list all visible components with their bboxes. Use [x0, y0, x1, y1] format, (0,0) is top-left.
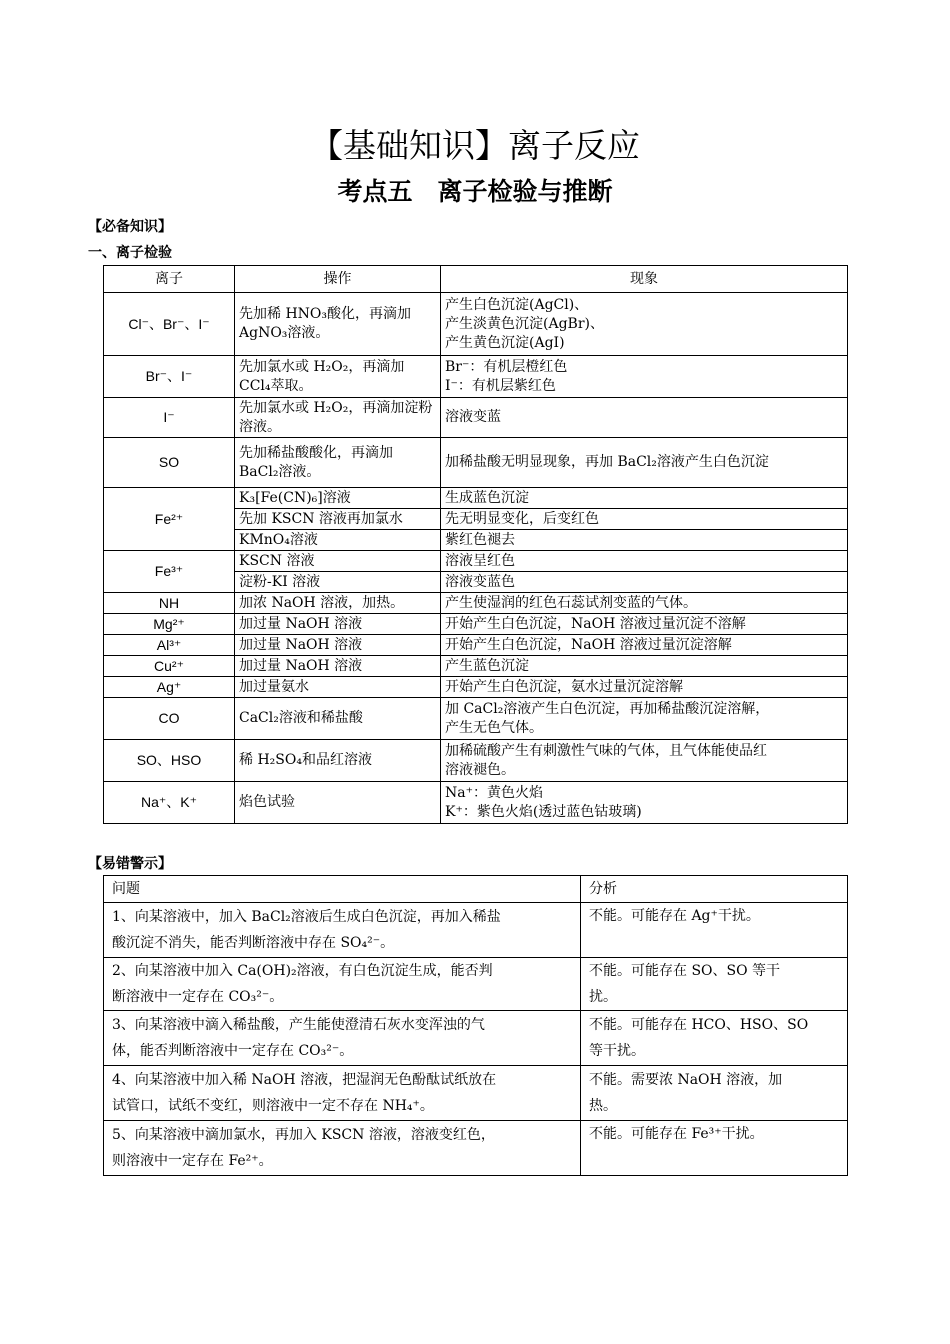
analysis-line: 不能。可能存在 Fe³⁺干扰。 — [589, 1126, 764, 1142]
operation-cell: 加过量 NaOH 溶液 — [235, 614, 441, 635]
table-row — [104, 1066, 848, 1121]
ion-cell: NH — [104, 593, 235, 614]
question-line: 1、向某溶液中，加入 BaCl₂溶液后生成白色沉淀，再加入稀盐 — [112, 909, 501, 925]
page-title: 【基础知识】离子反应 — [310, 126, 640, 165]
analysis-cell — [581, 958, 848, 1011]
operation-cell: 先加氯水或 H₂O₂，再滴加淀粉溶液。 — [235, 398, 441, 438]
ion-cell: Cl⁻、Br⁻、I⁻ — [104, 293, 235, 356]
phenomenon-line: 产生黄色沉淀(AgI) — [445, 334, 565, 351]
table-row — [104, 1011, 848, 1066]
question-line: 体，能否判断溶液中一定存在 CO₃²⁻。 — [112, 1043, 354, 1059]
operation-cell: 加过量氨水 — [235, 677, 441, 698]
question-cell — [104, 1121, 581, 1176]
analysis-line: 扰。 — [589, 989, 617, 1005]
ion-cell: Cu²⁺ — [104, 656, 235, 677]
phenomenon-line: Br⁻：有机层橙红色 — [445, 358, 568, 375]
phenomenon-line: 产生淡黄色沉淀(AgBr)、 — [445, 315, 604, 332]
table-row — [104, 438, 848, 488]
analysis-line: 不能。可能存在 SO、SO 等干 — [589, 963, 781, 979]
analysis-cell — [581, 903, 848, 958]
table-header-row — [104, 266, 848, 293]
table-row — [104, 958, 848, 1011]
analysis-line: 不能。可能存在 Ag⁺干扰。 — [589, 908, 760, 924]
question-line: 酸沉淀不消失，能否判断溶液中存在 SO₄²⁻。 — [112, 935, 395, 951]
question-line: 则溶液中一定存在 Fe²⁺。 — [112, 1153, 273, 1169]
ion-cell: CO — [104, 698, 235, 740]
operation-cell: 淀粉-KI 溶液 — [235, 572, 441, 593]
phenomenon-cell: 加稀盐酸无明显现象，再加 BaCl₂溶液产生白色沉淀 — [441, 438, 848, 488]
phenomenon-line: 加 CaCl₂溶液产生白色沉淀，再加稀盐酸沉淀溶解， — [445, 700, 770, 717]
operation-cell: CaCl₂溶液和稀盐酸 — [235, 698, 441, 740]
analysis-line: 热。 — [589, 1098, 617, 1114]
operation-cell: 加浓 NaOH 溶液，加热。 — [235, 593, 441, 614]
table-row — [104, 635, 848, 656]
phenomenon-line: 加稀硫酸产生有刺激性气味的气体，且气体能使品红 — [445, 742, 767, 759]
phenomenon-cell: 开始产生白色沉淀，NaOH 溶液过量沉淀溶解 — [441, 635, 848, 656]
ion-cell: Fe³⁺ — [104, 551, 235, 593]
phenomenon-cell: 生成蓝色沉淀 — [441, 488, 848, 509]
section-subheading-ion-test: 一、离子检验 — [88, 245, 172, 261]
table-row — [104, 677, 848, 698]
ion-cell: Br⁻、I⁻ — [104, 356, 235, 398]
analysis-cell — [581, 1011, 848, 1066]
table-row — [104, 656, 848, 677]
ion-cell: Fe²⁺ — [104, 488, 235, 551]
ion-cell: Na⁺、K⁺ — [104, 782, 235, 824]
table-row — [104, 356, 848, 398]
table-row — [104, 1121, 848, 1176]
phenomenon-cell — [441, 740, 848, 782]
phenomenon-cell: 开始产生白色沉淀，氨水过量沉淀溶解 — [441, 677, 848, 698]
phenomenon-line: I⁻：有机层紫红色 — [445, 377, 556, 394]
phenomenon-cell — [441, 293, 848, 356]
phenomenon-cell: 产生使湿润的红色石蕊试剂变蓝的气体。 — [441, 593, 848, 614]
page-subtitle: 考点五 离子检验与推断 — [337, 177, 613, 206]
question-line: 2、向某溶液中加入 Ca(OH)₂溶液，有白色沉淀生成，能否判 — [112, 963, 493, 979]
table-row — [104, 551, 848, 572]
header-ion: 离子 — [104, 266, 235, 293]
analysis-cell — [581, 1066, 848, 1121]
question-line: 5、向某溶液中滴加氯水，再加入 KSCN 溶液，溶液变红色， — [112, 1127, 495, 1143]
ion-test-table — [103, 265, 848, 824]
header-phenomenon: 现象 — [441, 266, 848, 293]
question-line: 断溶液中一定存在 CO₃²⁻。 — [112, 989, 284, 1005]
section-heading-warnings: 【易错警示】 — [88, 856, 172, 872]
section-heading-required: 【必备知识】 — [88, 219, 172, 235]
question-line: 4、向某溶液中加入稀 NaOH 溶液，把湿润无色酚酞试纸放在 — [112, 1072, 497, 1088]
phenomenon-cell — [441, 356, 848, 398]
analysis-line: 等干扰。 — [589, 1043, 645, 1059]
analysis-line: 不能。可能存在 HCO、HSO、SO — [589, 1017, 809, 1033]
operation-cell: 先加 KSCN 溶液再加氯水 — [235, 509, 441, 530]
question-cell — [104, 903, 581, 958]
ion-cell: SO、HSO — [104, 740, 235, 782]
ion-cell: Ag⁺ — [104, 677, 235, 698]
question-line: 试管口，试纸不变红，则溶液中一定不存在 NH₄⁺。 — [112, 1098, 434, 1114]
phenomenon-cell — [441, 698, 848, 740]
operation-cell: 加过量 NaOH 溶液 — [235, 635, 441, 656]
phenomenon-line: K⁺：紫色火焰(透过蓝色钴玻璃) — [445, 803, 642, 820]
phenomenon-line: 产生白色沉淀(AgCl)、 — [445, 296, 589, 313]
header-operation: 操作 — [235, 266, 441, 293]
operation-cell: 稀 H₂SO₄和品红溶液 — [235, 740, 441, 782]
phenomenon-cell: 溶液变蓝色 — [441, 572, 848, 593]
warning-table — [103, 875, 848, 1176]
table-row — [104, 740, 848, 782]
header-question: 问题 — [104, 876, 581, 903]
operation-cell: 加过量 NaOH 溶液 — [235, 656, 441, 677]
phenomenon-cell: 开始产生白色沉淀，NaOH 溶液过量沉淀不溶解 — [441, 614, 848, 635]
ion-cell: Al³⁺ — [104, 635, 235, 656]
table-row — [104, 698, 848, 740]
phenomenon-cell: 先无明显变化，后变红色 — [441, 509, 848, 530]
analysis-line: 不能。需要浓 NaOH 溶液，加 — [589, 1072, 783, 1088]
phenomenon-cell: 紫红色褪去 — [441, 530, 848, 551]
question-line: 3、向某溶液中滴入稀盐酸，产生能使澄清石灰水变浑浊的气 — [112, 1017, 485, 1033]
operation-cell: 先加稀 HNO₃酸化，再滴加 AgNO₃溶液。 — [235, 293, 441, 356]
question-cell — [104, 1011, 581, 1066]
table-row — [104, 614, 848, 635]
analysis-cell — [581, 1121, 848, 1176]
ion-cell: SO — [104, 438, 235, 488]
operation-cell: 焰色试验 — [235, 782, 441, 824]
phenomenon-line: 产生无色气体。 — [445, 719, 543, 736]
ion-cell: Mg²⁺ — [104, 614, 235, 635]
question-cell — [104, 958, 581, 1011]
question-cell — [104, 1066, 581, 1121]
phenomenon-line: 溶液褪色。 — [445, 761, 515, 778]
operation-cell: 先加氯水或 H₂O₂，再滴加 CCl₄萃取。 — [235, 356, 441, 398]
phenomenon-line: Na⁺：黄色火焰 — [445, 784, 543, 801]
table-row — [104, 593, 848, 614]
operation-cell: KMnO₄溶液 — [235, 530, 441, 551]
ion-cell: I⁻ — [104, 398, 235, 438]
operation-cell: KSCN 溶液 — [235, 551, 441, 572]
phenomenon-cell: 溶液变蓝 — [441, 398, 848, 438]
phenomenon-cell: 溶液呈红色 — [441, 551, 848, 572]
operation-cell: 先加稀盐酸酸化，再滴加 BaCl₂溶液。 — [235, 438, 441, 488]
table-row — [104, 398, 848, 438]
table-row — [104, 293, 848, 356]
table-header-row — [104, 876, 848, 903]
table-row — [104, 488, 848, 509]
table-row — [104, 782, 848, 824]
phenomenon-cell: 产生蓝色沉淀 — [441, 656, 848, 677]
header-analysis: 分析 — [581, 876, 848, 903]
table-row — [104, 903, 848, 958]
operation-cell: K₃[Fe(CN)₆]溶液 — [235, 488, 441, 509]
phenomenon-cell — [441, 782, 848, 824]
